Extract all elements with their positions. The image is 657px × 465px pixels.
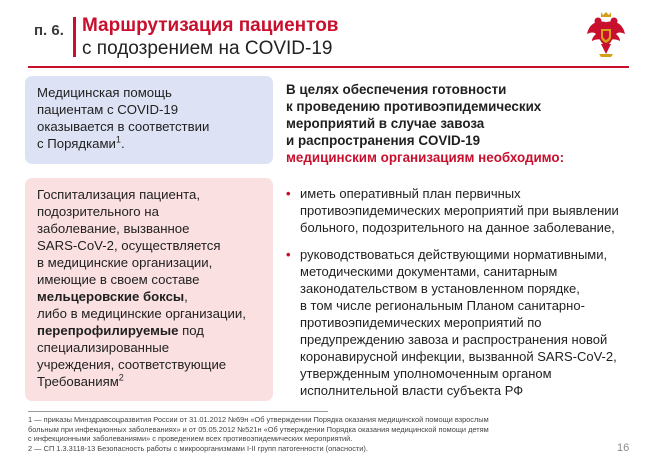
list-line: противоэпидемических мероприятий при выявлении	[300, 203, 619, 218]
box-line-end: под	[178, 323, 204, 338]
footnote-line: 2 — СП 1.3.3118-13 Безопасность работы с микроорганизмами I-II групп патогенности (опасности).	[28, 443, 368, 453]
box-line-end: .	[120, 136, 125, 151]
box-line: специализированные	[37, 340, 170, 355]
footnote-line: больным при инфекционных заболеваниях» и от 05.05.2012 №521н «Об утверждении Порядка оказания медицинской помощи детям	[28, 424, 489, 434]
box-line: SARS-CoV-2, осуществляется	[37, 238, 221, 253]
footnote-line: 1 — приказы Минздравсоцразвития России от 31.01.2012 №69н «Об утверждении Порядка оказания медицинской помощи взрослым	[28, 415, 489, 424]
list-line: иметь оперативный план первичных	[300, 186, 521, 201]
box-line: имеющие в своем составе	[37, 272, 200, 287]
heading-highlight: медицинским организациям необходимо:	[286, 150, 565, 165]
bold-term: перепрофилируемые	[37, 323, 179, 338]
footnotes	[28, 415, 618, 453]
box-line: либо в медицинские организации,	[37, 306, 246, 321]
bullet-icon: •	[286, 186, 291, 201]
box-line	[37, 322, 261, 339]
heading-line: мероприятий в случае завоза	[286, 116, 485, 131]
box-line: оказывается в соответствии	[37, 119, 210, 134]
box-line: Госпитализация пациента,	[37, 187, 200, 202]
heading-line: В целях обеспечения готовности	[286, 82, 507, 97]
info-box-hospitalization	[25, 178, 273, 401]
footnote-mark: 1	[115, 134, 121, 145]
info-box-care	[25, 76, 273, 164]
header-divider	[28, 66, 629, 68]
list-line: предупреждению завоза и распространения новой	[300, 332, 608, 347]
box-line	[37, 135, 261, 152]
box-line: подозрительного на	[37, 204, 159, 219]
bullet-icon: •	[286, 247, 291, 262]
box-line: Медицинская помощь	[37, 85, 172, 100]
footnote-line: с инфекционными заболеваниями» с проведением всех противоэпидемических мероприятий.	[28, 434, 353, 444]
page-subtitle: с подозрением на COVID-19	[82, 38, 333, 59]
requirements-list	[286, 185, 636, 409]
list-item	[286, 246, 636, 399]
list-line: коронавирусной инфекции, вызванной SARS-CoV-2,	[300, 349, 617, 364]
box-line-text: с Порядками	[37, 136, 116, 151]
box-line	[37, 288, 261, 305]
list-line: в том числе региональным Планом санитарно-	[300, 298, 585, 313]
right-heading	[286, 81, 631, 166]
footnote-divider	[28, 411, 328, 412]
box-line	[37, 373, 261, 390]
list-item	[286, 185, 636, 236]
heading-line: к проведению противоэпидемических	[286, 99, 542, 114]
list-line: исполнительной власти субъекта РФ	[300, 383, 524, 398]
heading-line: и распространения COVID-19	[286, 133, 481, 148]
list-line: методическими документами, санитарным	[300, 264, 558, 279]
list-line: утвержденным уполномоченным органом	[300, 366, 552, 381]
box-line-end: ,	[184, 289, 188, 304]
box-line: пациентам с COVID-19	[37, 102, 179, 117]
box-line-text: Требованиям	[37, 374, 119, 389]
header-accent-bar	[73, 17, 76, 57]
emblem-icon	[586, 10, 626, 58]
page-title: Маршрутизация пациентов	[82, 15, 339, 36]
box-line: учреждения, соответствующие	[37, 357, 227, 372]
box-line: в медицинские организации,	[37, 255, 213, 270]
section-number: п. 6.	[34, 22, 64, 39]
box-line: заболевание, вызванное	[37, 221, 190, 236]
page-number: 16	[617, 442, 630, 454]
footnote-mark: 2	[118, 372, 124, 383]
bold-term: мельцеровские боксы	[37, 289, 185, 304]
list-line: руководствоваться действующими нормативными,	[300, 247, 608, 262]
list-line: больного, подозрительного на данное заболевание,	[300, 220, 615, 235]
list-line: противоэпидемических мероприятий по	[300, 315, 542, 330]
list-line: законодательством в установленном порядке,	[300, 281, 580, 296]
